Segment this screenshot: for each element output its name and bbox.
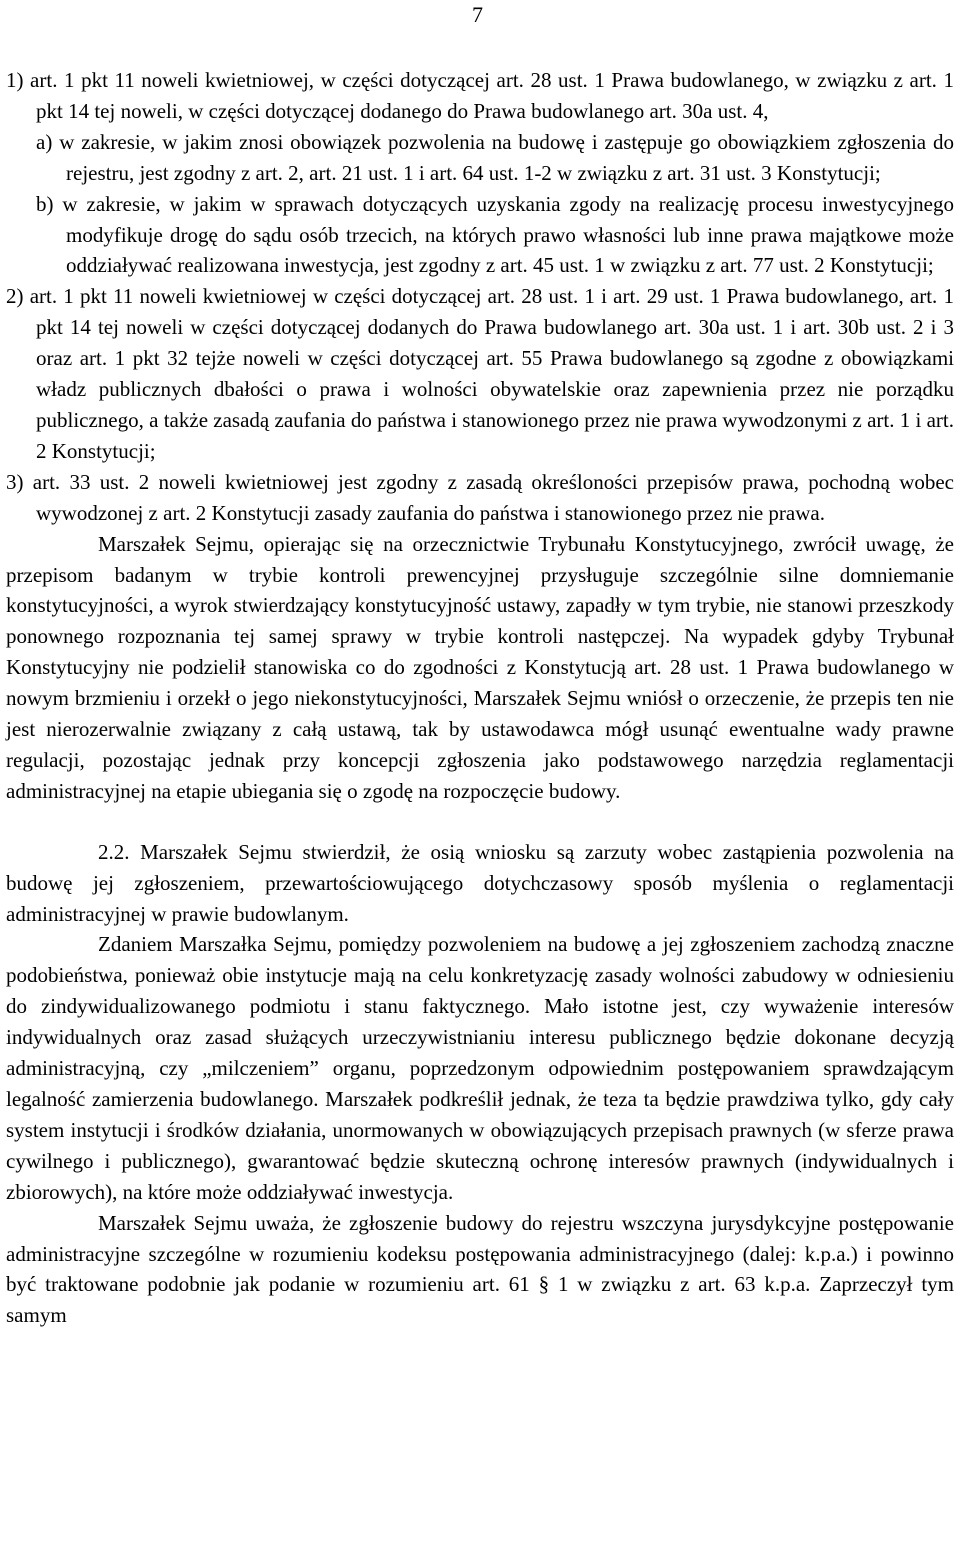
paragraph-marshal-registration: Marszałek Sejmu uważa, że zgłoszenie budowy do rejestru wszczyna jurysdykcyjne postępowanie administracyjne szczególne w rozumieniu kodeksu postępowania administracyjnego (dalej: k.p.a.) i powinno być traktowane podobnie jak podanie w rozumieniu art. 61 § 1 w związku z art. 63 k.p.a. Zaprzeczył tym samym	[6, 1210, 954, 1328]
paragraph-section-2-2: 2.2. Marszałek Sejmu stwierdził, że osią wniosku są zarzuty wobec zastąpienia pozwolenia na budowę jej zgłoszeniem, przewartościowującego dotychczasowy sposób myślenia o reglamentacji administracyjnej w prawie budowlanym.	[6, 839, 954, 926]
list-item-1: 1) art. 1 pkt 11 noweli kwietniowej, w części dotyczącej art. 28 ust. 1 Prawa budowlanego, w związku z art. 1 pkt 14 tej noweli, w części dotyczącej dodanego do Prawa budowlanego art. 30a ust. 4,	[6, 68, 954, 123]
page-number: 7	[472, 2, 483, 27]
list-subitem-b: b) w zakresie, w jakim w sprawach dotyczących uzyskania zgody na realizację procesu inwestycyjnego modyfikuje drogę do sądu osób trzecich, na których prawo własności lub inne prawa majątkowe może oddziaływać realizowana inwestycja, jest zgodny z art. 45 ust. 1 w związku z art. 77 ust. 2 Konstytucji;	[36, 191, 954, 278]
list-item-2: 2) art. 1 pkt 11 noweli kwietniowej w części dotyczącej art. 28 ust. 1 i art. 29 ust. 1 Prawa budowlanego, art. 1 pkt 14 tej noweli w części dotyczącej dodanych do Prawa budowlanego art. 30a ust. 1 i art. 30b ust. 2 i 3 oraz art. 1 pkt 32 tejże noweli w części dotyczącej art. 55 Prawa budowlanego są zgodne z obowiązkami władz publicznych dbałości o prawa i wolności obywatelskie oraz zapewnienia przez nie porządku publicznego, a także zasadą zaufania do państwa i stanowionego przez nie prawa wywodzonymi z art. 1 i art. 2 Konstytucji;	[6, 284, 954, 463]
document-body	[6, 65, 954, 1331]
list-subitem-a: a) w zakresie, w jakim znosi obowiązek pozwolenia na budowę i zastępuje go obowiązkiem zgłoszenia do rejestru, jest zgodny z art. 2, art. 21 ust. 1 i art. 64 ust. 1-2 w związku z art. 31 ust. 3 Konstytucji;	[36, 129, 954, 185]
paragraph-marshal-opinion: Marszałek Sejmu, opierając się na orzecznictwie Trybunału Konstytucyjnego, zwrócił uwagę, że przepisom badanym w trybie kontroli prewencyjnej przysługuje szczególnie silne domniemanie konstytucyjności, a wyrok stwierdzający konstytucyjność ustawy, zapadły w tym trybie, nie stanowi przeszkody ponownego rozpoznania tej samej sprawy w trybie kontroli następczej. Na wypadek gdyby Trybunał Konstytucyjny nie podzielił stanowiska co do zgodności z Konstytucją art. 28 ust. 1 Prawa budowlanego w nowym brzmieniu i orzekł o jego niekonstytucyjności, Marszałek Sejmu wniósł o orzeczenie, że przepis ten nie jest nierozerwalnie związany z całą ustawą, tak by ustawodawca mógł usunąć ewentualne wady prawne regulacji, pozostając jednak przy koncepcji zgłoszenia jako podstawowego narzędzia reglamentacji administracyjnej na etapie ubiegania się o zgodę na rozpoczęcie budowy.	[6, 531, 954, 803]
list-item-3: 3) art. 33 ust. 2 noweli kwietniowej jest zgodny z zasadą określoności przepisów prawa, pochodną wobec wywodzonej z art. 2 Konstytucji zasady zaufania do państwa i stanowionego przez nie prawa.	[6, 469, 954, 525]
paragraph-marshal-view: Zdaniem Marszałka Sejmu, pomiędzy pozwoleniem na budowę a jej zgłoszeniem zachodzą znaczne podobieństwa, ponieważ obie instytucje mają na celu konkretyzację zasady wolności zabudowy w odniesieniu do zindywidualizowanego podmiotu i stanu faktycznego. Mało istotne jest, czy wyważenie interesów indywidualnych oraz zasad służących urzeczywistnianiu interesu publicznego będzie dokonane decyzją administracyjną, czy „milczeniem” organu, poprzedzonym odpowiednim postępowaniem sprawdzającym legalność zamierzenia budowlanego. Marszałek podkreślił jednak, że teza ta będzie prawdziwa tylko, gdy cały system instytucji i środków działania, unormowanych w obowiązujących przepisach prawnych (w sferze prawa cywilnego i publicznego), gwarantować będzie skuteczną ochronę interesów prawnych (indywidualnych i zbiorowych), na które może oddziaływać inwestycja.	[6, 932, 954, 1204]
